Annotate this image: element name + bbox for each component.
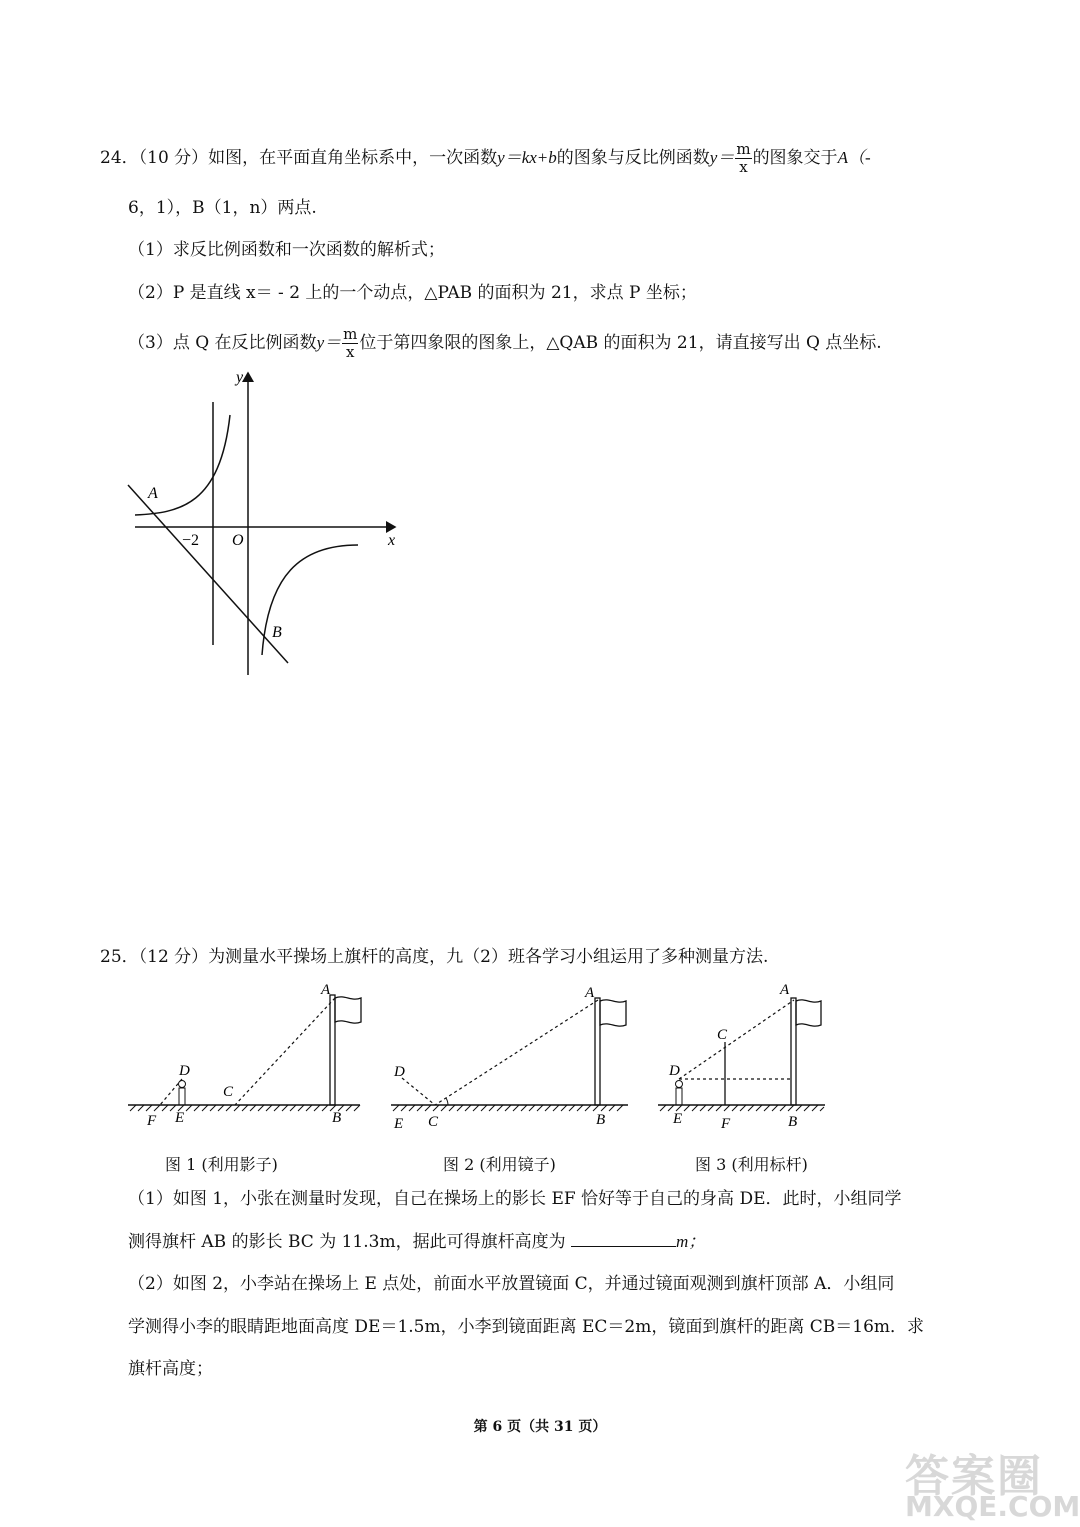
q24-line1: [100, 141, 871, 176]
flag: [600, 1000, 626, 1026]
svg-text:E: E: [175, 1110, 185, 1126]
flag: [796, 1000, 821, 1026]
q24-part1: （1）求反比例函数和一次函数的解析式；: [128, 240, 445, 260]
q24-part3-b: 位于第四象限的图象上，△QAB 的面积为 21，请直接写出 Q 点坐标.: [359, 333, 882, 353]
svg-text:C: C: [428, 1114, 439, 1130]
fig1-caption: 图 1 (利用影子): [165, 1155, 278, 1174]
page-footer: 第 6 页（共 31 页）: [473, 1419, 607, 1435]
frac-lhs: y＝: [709, 148, 735, 167]
label-b: B: [272, 624, 282, 641]
angle-arc: [446, 1098, 448, 1105]
ground-hatch: [660, 1105, 824, 1111]
svg-text:D: D: [669, 1063, 680, 1079]
q25-title: 25．（12 分）为测量水平操场上旗杆的高度，九（2）班各学习小组运用了多种测量方法.: [100, 947, 769, 967]
svg-text:F: F: [721, 1116, 731, 1130]
linear-function: y＝kx+b: [497, 148, 557, 167]
watermark-bottom: MXQE.COM: [905, 1490, 1080, 1523]
flagpole: [791, 998, 796, 1105]
svg-text:A: A: [321, 982, 331, 998]
q25-fig2: [388, 980, 633, 1130]
q25-fig1: [125, 980, 370, 1130]
svg-text:D: D: [179, 1063, 190, 1079]
q25-part2-b: 学测得小李的眼睛距地面高度 DE＝1.5m，小李到镜面距离 EC＝2m，镜面到旗杆的距离 CB＝16m．求: [128, 1317, 925, 1337]
fig2-caption: 图 2 (利用镜子): [443, 1155, 556, 1174]
svg-text:A: A: [585, 985, 595, 1001]
svg-text:F: F: [147, 1113, 157, 1129]
q24-graph: [120, 365, 410, 685]
q25-part1-b: [128, 1230, 705, 1253]
q24-intro-b: 的图象与反比例函数: [556, 148, 710, 168]
q25-fig3: [655, 980, 835, 1130]
person-head: [676, 1081, 683, 1088]
person-head: [179, 1081, 186, 1088]
person-body: [676, 1088, 682, 1105]
svg-text:A: A: [780, 982, 790, 998]
svg-text:C: C: [223, 1084, 234, 1100]
q24-part2: （2）P 是直线 x＝ - 2 上的一个动点，△PAB 的面积为 21，求点 P 坐标；: [128, 283, 697, 303]
q24-part3-a: （3）点 Q 在反比例函数: [128, 333, 317, 353]
flag: [335, 997, 361, 1023]
q25-part1-text: 测得旗杆 AB 的影长 BC 为 11.3m，据此可得旗杆高度为: [128, 1232, 566, 1252]
label-neg2: −2: [182, 532, 200, 549]
frac-lhs-2: y＝: [316, 333, 342, 352]
q24-intro-c: 的图象交于: [752, 148, 838, 168]
label-o: O: [232, 532, 244, 549]
answer-blank[interactable]: [571, 1230, 676, 1247]
label-a: A: [148, 485, 158, 502]
q24-part3: [128, 326, 882, 361]
label-y: y: [236, 369, 244, 386]
label-x: x: [388, 532, 396, 549]
svg-text:C: C: [717, 1027, 728, 1043]
svg-text:E: E: [394, 1116, 404, 1130]
svg-text:B: B: [788, 1114, 798, 1130]
person-body: [179, 1088, 185, 1105]
q24-intro: 24．（10 分）如图，在平面直角坐标系中，一次函数: [100, 148, 498, 168]
svg-text:B: B: [332, 1110, 342, 1126]
ground-hatch: [393, 1105, 623, 1111]
flagpole: [595, 998, 600, 1105]
flagpole: [330, 995, 335, 1105]
svg-text:B: B: [596, 1112, 606, 1128]
q24-point-a: A（-: [837, 148, 871, 167]
svg-text:E: E: [673, 1111, 683, 1127]
q25-part2-a: （2）如图 2，小李站在操场上 E 点处，前面水平放置镜面 C，并通过镜面观测到旗杆顶部 A．小组同: [128, 1274, 895, 1294]
fraction-m-over-x: $\frac{m}{x}$: [736, 140, 751, 176]
q25-part1-a: （1）如图 1，小张在测量时发现，自己在操场上的影长 EF 恰好等于自己的身高 DE．此时，小组同学: [128, 1189, 902, 1209]
svg-text:D: D: [394, 1064, 405, 1080]
q24-line2: 6，1），B（1，n）两点.: [128, 198, 317, 218]
watermark-top: 答案圈: [905, 1451, 1043, 1502]
ground-hatch: [130, 1105, 360, 1111]
q25-part1-unit: m；: [675, 1232, 706, 1251]
q25-part2-c: 旗杆高度；: [128, 1359, 213, 1379]
fig3-caption: 图 3 (利用标杆): [695, 1155, 808, 1174]
fraction-m-over-x-2: $\frac{m}{x}$: [343, 325, 358, 361]
